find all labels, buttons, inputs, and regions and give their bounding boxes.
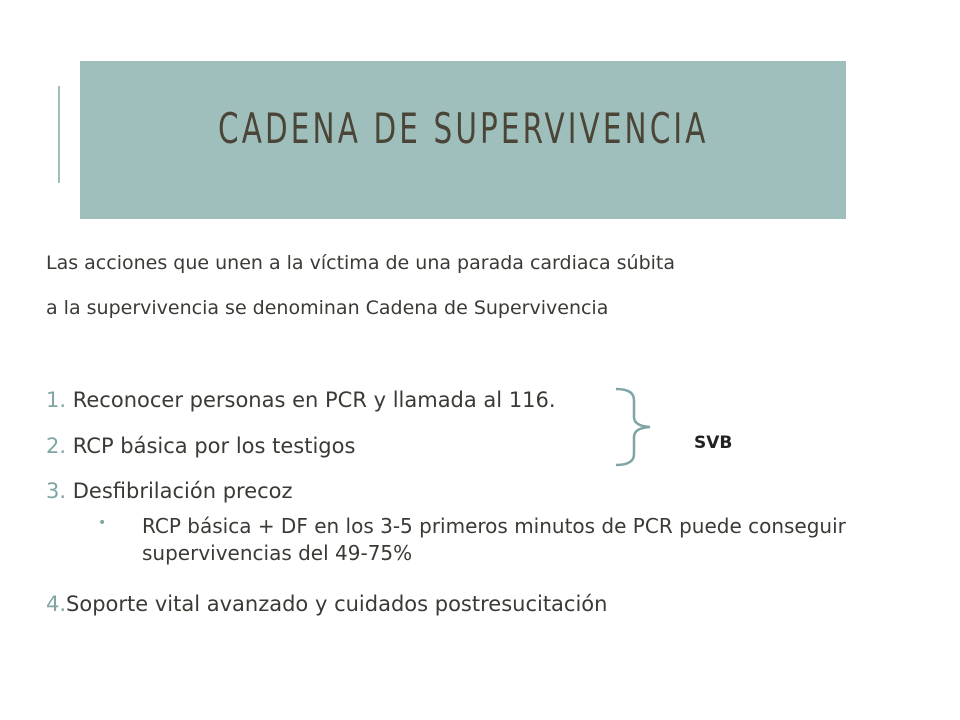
list-item-number: 3. <box>46 479 67 503</box>
decorative-vertical-line <box>58 86 60 183</box>
sub-bullet-text: RCP básica + DF en los 3-5 primeros minutos de PCR puede conseguir supervivencias del 49-75% <box>142 514 846 565</box>
list-item-4 <box>46 592 607 616</box>
list-item-number: 4. <box>46 592 67 616</box>
intro-line-1: Las acciones que unen a la víctima de una parada cardiaca súbita <box>46 252 676 274</box>
list-item-2 <box>46 434 355 458</box>
intro-line-2: a la supervivencia se denominan Cadena de Supervivencia <box>46 297 609 319</box>
svb-label: SVB <box>694 433 733 453</box>
bullet-dot-icon: • <box>98 515 107 531</box>
list-item-text: RCP básica por los testigos <box>72 434 356 458</box>
list-item-1 <box>46 388 556 412</box>
list-item-text: Reconocer personas en PCR y llamada al 116. <box>72 388 556 412</box>
list-item-text: Desfibrilación precoz <box>72 479 293 503</box>
list-item-text: Soporte vital avanzado y cuidados postresucitación <box>66 592 608 616</box>
list-item-3 <box>46 479 293 503</box>
list-item-number: 1. <box>46 388 67 412</box>
list-item-number: 2. <box>46 434 67 458</box>
curly-brace-icon <box>614 386 664 468</box>
slide-title: CADENA DE SUPERVIVENCIA <box>218 104 709 153</box>
